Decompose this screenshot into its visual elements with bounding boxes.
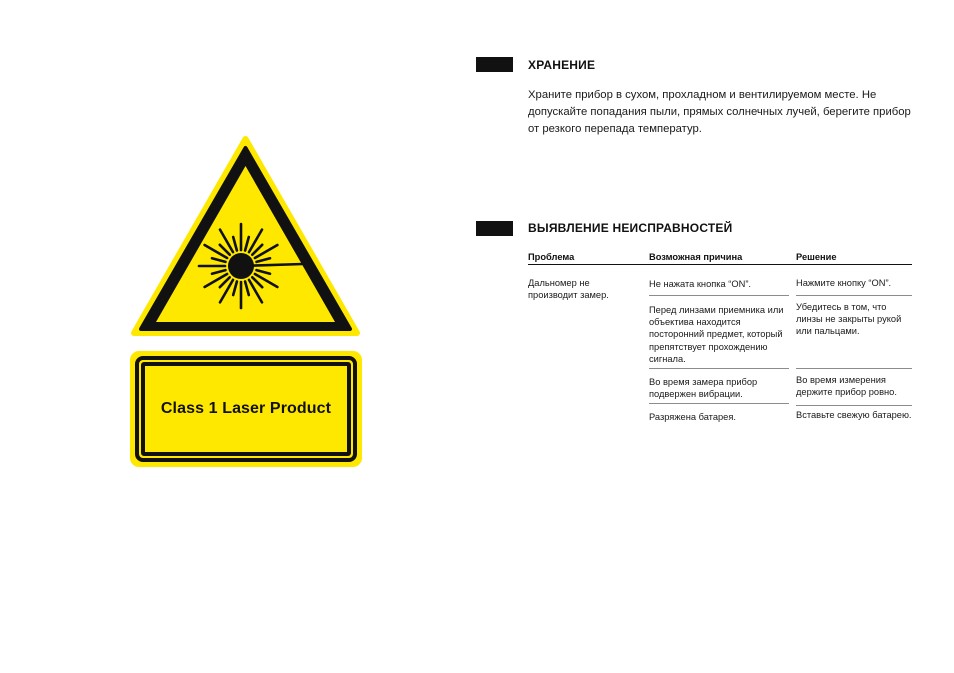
problem-cell: Дальномер не производит замер.: [528, 278, 609, 301]
header-solution: Решение: [796, 252, 837, 262]
row-divider: [796, 295, 912, 296]
section-marker-troubleshooting: [476, 221, 513, 236]
row-1-solution: Нажмите кнопку “ON”.: [796, 278, 892, 288]
row-2-solution: Убедитесь в том, что линзы не закрыты рукой или пальцами.: [796, 302, 902, 337]
row-4-solution: Вставьте свежую батарею.: [796, 410, 912, 420]
laser-class-label: [130, 351, 362, 467]
header-cause: Возможная причина: [649, 252, 743, 262]
storage-title: ХРАНЕНИЕ: [528, 58, 596, 72]
laser-class-text: Class 1 Laser Product: [160, 400, 332, 417]
storage-paragraph: Храните прибор в сухом, прохладном и вентилируемом месте. Не допускайте попадания пыли, прямых солнечных лучей, берегите прибор от резкого перепада температур.: [528, 89, 911, 135]
row-3-solution: Во время измерения держите прибор ровно.: [796, 375, 897, 398]
row-1-cause: Не нажата кнопка “ON”.: [649, 279, 752, 289]
header-problem: Проблема: [528, 252, 575, 262]
table-header: [528, 250, 912, 265]
row-divider: [649, 295, 789, 296]
troubleshooting-table: [528, 250, 912, 422]
troubleshooting-title: ВЫЯВЛЕНИЕ НЕИСПРАВНОСТЕЙ: [528, 221, 733, 235]
row-divider: [649, 368, 789, 369]
row-divider: [796, 405, 912, 406]
laser-radiation-warning-icon: [131, 136, 360, 338]
row-divider: [649, 403, 789, 404]
row-2-cause: Перед линзами приемника или объектива находится посторонний предмет, который препятствует прохождению сигнала.: [649, 305, 784, 364]
row-divider: [796, 368, 912, 369]
row-4-cause: Разряжена батарея.: [649, 412, 736, 422]
section-marker-storage: [476, 57, 513, 72]
label-inner-frame: [141, 362, 351, 456]
row-3-cause: Во время замера прибор подвержен вибрации.: [649, 377, 758, 400]
